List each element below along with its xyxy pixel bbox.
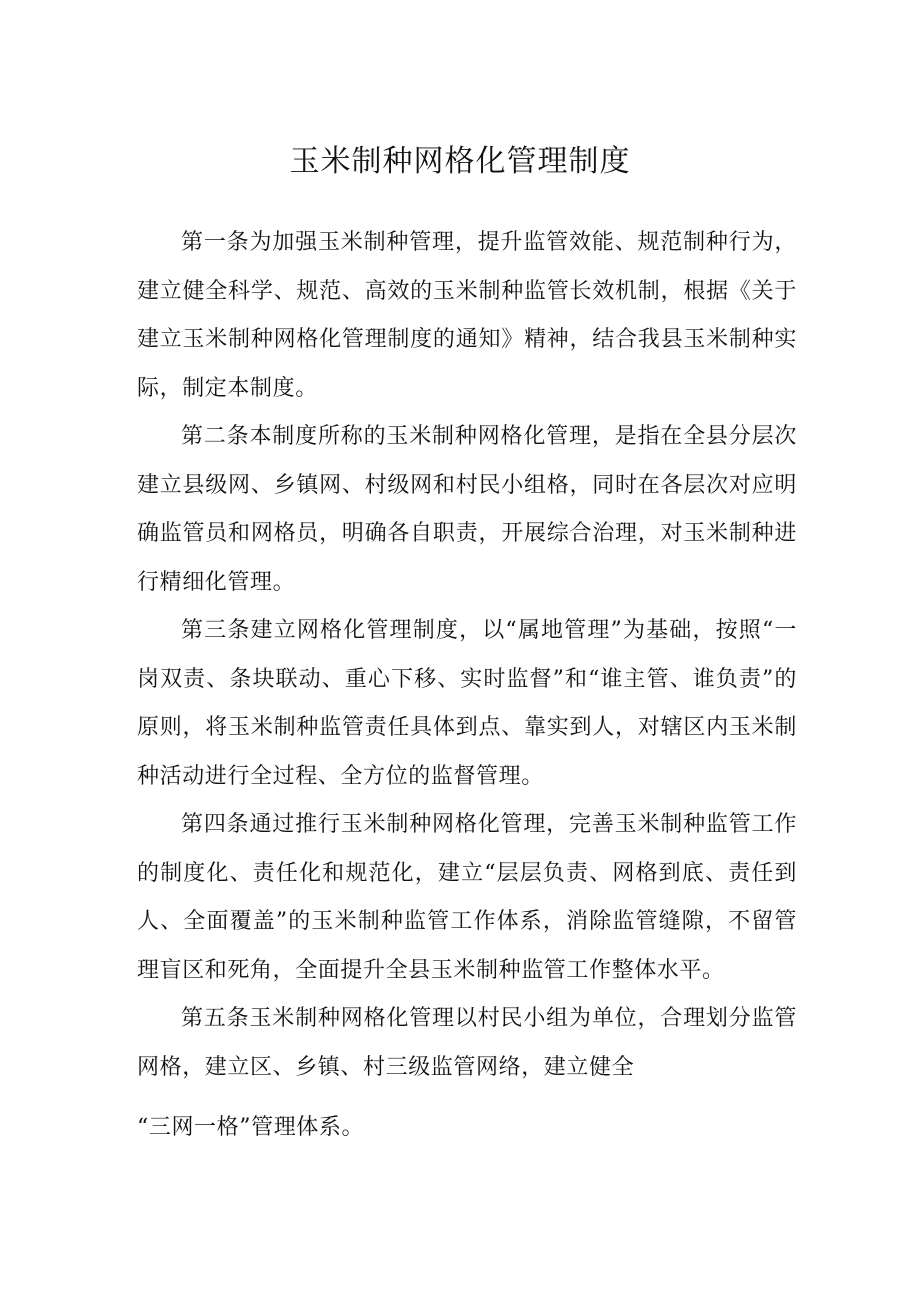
- article-1-paragraph: 第一条为加强玉米制种管理，提升监管效能、规范制种行为，建立健全科学、规范、高效的玉米制种监管长效机制，根据《关于建立玉米制种网格化管理制度的通知》精神，结合我县玉米制种实际，制定本制度。: [137, 230, 797, 401]
- document-title: 玉米制种网格化管理制度: [289, 144, 631, 179]
- document-body: [137, 219, 797, 1153]
- article-5-continuation: “三网一格”管理体系。: [137, 1115, 365, 1140]
- article-2-paragraph: 第二条本制度所称的玉米制种网格化管理，是指在全县分层次建立县级网、乡镇网、村级网和村民小组格，同时在各层次对应明确监管员和网格员，明确各自职责，开展综合治理，对玉米制种进行精细化管理。: [137, 424, 797, 595]
- article-4-paragraph: 第四条通过推行玉米制种网格化管理，完善玉米制种监管工作的制度化、责任化和规范化，建立“层层负责、网格到底、责任到人、全面覆盖”的玉米制种监管工作体系，消除监管缝隙，不留管理盲区和死角，全面提升全县玉米制种监管工作整体水平。: [137, 812, 797, 983]
- article-5-paragraph: 第五条玉米制种网格化管理以村民小组为单位，合理划分监管网格，建立区、乡镇、村三级监管网络，建立健全: [137, 1006, 797, 1080]
- article-3-paragraph: 第三条建立网格化管理制度，以“属地管理”为基础，按照“一岗双责、条块联动、重心下移、实时监督”和“谁主管、谁负责”的原则，将玉米制种监管责任具体到点、靠实到人，对辖区内玉米制种活动进行全过程、全方位的监督管理。: [137, 618, 797, 789]
